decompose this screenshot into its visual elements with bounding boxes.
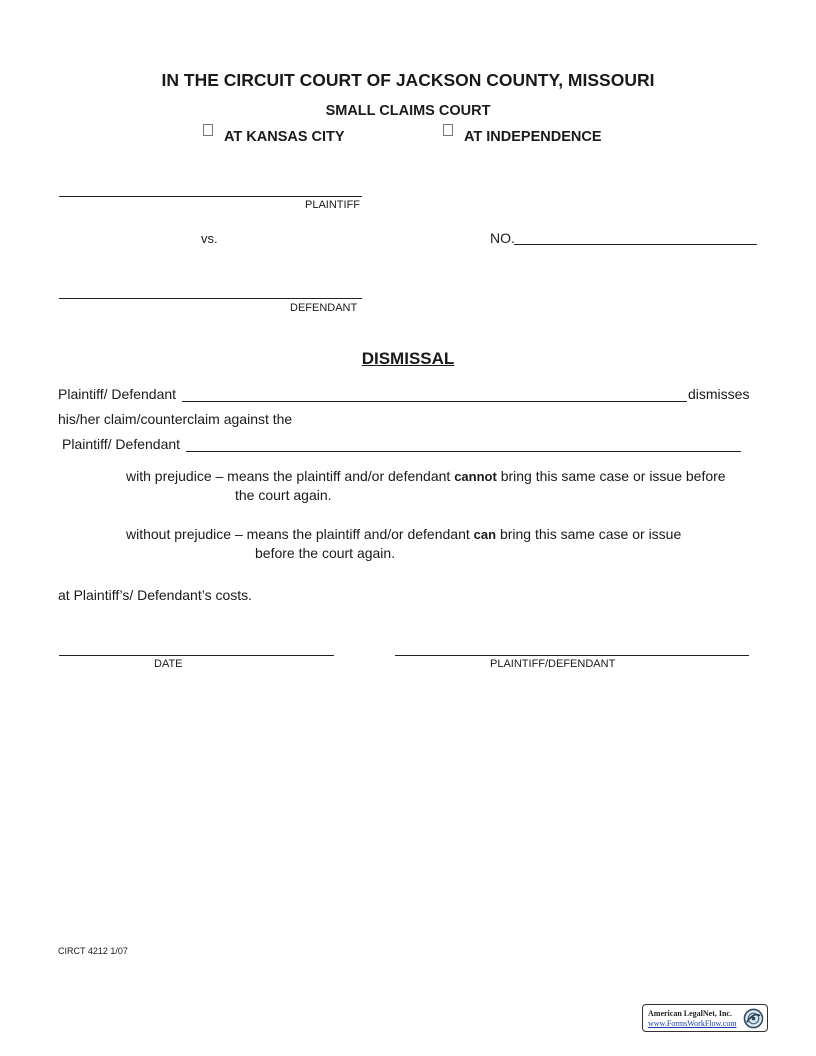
date-label: DATE <box>154 658 183 670</box>
without-prejudice-line <box>126 526 681 542</box>
costs-text: at Plaintiff’s/ Defendant’s costs. <box>58 587 253 603</box>
with-prejudice-cont: the court again. <box>235 487 332 503</box>
form-number: CIRCT 4212 1/07 <box>58 946 128 956</box>
can-keyword: can <box>473 527 497 542</box>
signature-label: PLAINTIFF/DEFENDANT <box>490 658 616 670</box>
kansas-city-checkbox[interactable] <box>203 124 213 136</box>
logo-website-link[interactable]: www.FormsWorkFlow.com <box>648 1019 737 1028</box>
claim-text: his/her claim/counterclaim against the <box>58 411 293 427</box>
vs-label: vs. <box>201 231 218 246</box>
globe-icon <box>743 1008 764 1029</box>
signature-line[interactable] <box>395 655 749 656</box>
cannot-keyword: cannot <box>454 469 497 484</box>
date-line[interactable] <box>59 655 334 656</box>
dismissal-heading: DISMISSAL <box>361 349 455 368</box>
with-prejudice-text: with prejudice – means the plaintiff and/or defendant <box>126 468 455 484</box>
kansas-city-label: AT KANSAS CITY <box>224 129 345 145</box>
plaintiff-name-line[interactable] <box>59 196 362 197</box>
without-prejudice-rest: bring this same case or issue <box>496 526 682 542</box>
american-legalnet-logo[interactable] <box>642 1004 768 1032</box>
without-prejudice-text: without prejudice – means the plaintiff and/or defendant <box>126 526 474 542</box>
plaintiff-label: PLAINTIFF <box>305 199 361 211</box>
defendant-label: DEFENDANT <box>290 302 358 314</box>
without-prejudice-cont: before the court again. <box>255 545 396 561</box>
logo-company-name: American LegalNet, Inc. <box>648 1009 732 1018</box>
party-label-2: Plaintiff/ Defendant <box>62 436 181 452</box>
party-name-line-1[interactable] <box>182 401 687 402</box>
dismisses-text: dismisses <box>688 386 750 402</box>
independence-checkbox[interactable] <box>443 124 453 136</box>
with-prejudice-rest: bring this same case or issue before <box>496 468 726 484</box>
case-number-line[interactable] <box>514 244 757 245</box>
with-prejudice-line <box>126 468 726 484</box>
court-title: IN THE CIRCUIT COURT OF JACKSON COUNTY, MISSOURI <box>161 70 655 90</box>
court-subtitle: SMALL CLAIMS COURT <box>325 103 491 119</box>
party-name-line-2[interactable] <box>186 451 741 452</box>
case-number-label: NO. <box>490 230 515 246</box>
independence-label: AT INDEPENDENCE <box>464 129 602 145</box>
defendant-name-line[interactable] <box>59 298 362 299</box>
party-label-1: Plaintiff/ Defendant <box>58 386 177 402</box>
